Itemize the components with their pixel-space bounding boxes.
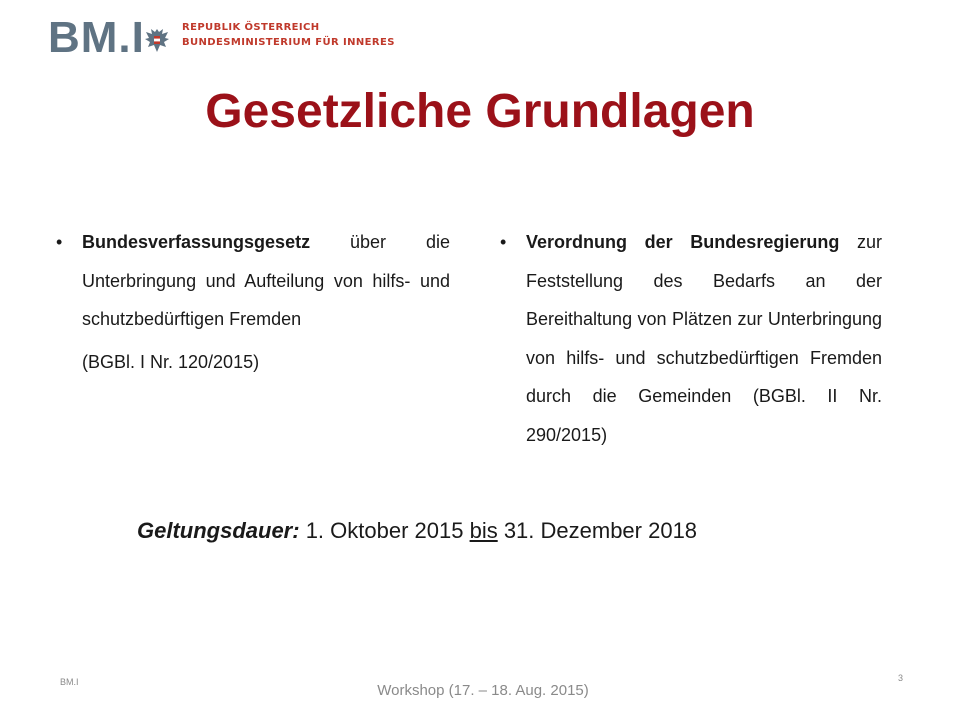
bullet-body: über die Unterbringung und Aufteilung von hilfs- und schutzbedürftigen Fremden <box>82 232 450 329</box>
bullet-citation: (BGBl. I Nr. 120/2015) <box>82 351 260 372</box>
slide-title: Gesetzliche Grundlagen <box>205 85 755 138</box>
bullet-text <box>526 223 882 454</box>
validity-label: Geltungsdauer: <box>137 518 300 543</box>
bullet-bold-lead: Bundesverfassungsgesetz <box>82 232 311 252</box>
ministry-name-line2: BUNDESMINISTERIUM FÜR INNERES <box>182 37 395 48</box>
page-number: 3 <box>898 673 904 683</box>
footer-event: Workshop (17. – 18. Aug. 2015) <box>377 682 589 699</box>
ministry-name <box>182 20 395 50</box>
bullet-marker: • <box>500 232 507 252</box>
logo-wordmark: BM.I <box>48 13 145 62</box>
ministry-name-line1: REPUBLIK ÖSTERREICH <box>182 22 320 33</box>
validity-period <box>137 513 857 549</box>
bullet-text <box>82 223 450 381</box>
bullet-marker: • <box>56 232 63 252</box>
eagle-crest-icon <box>145 26 169 54</box>
validity-end: 31. Dezember 2018 <box>497 518 698 543</box>
validity-start: 1. Oktober 2015 <box>299 518 470 543</box>
bullet-body: zur Feststellung des Bedarfs an der Bereithaltung von Plätzen zur Unterbringung von hilfs- und schutzbedürftigen Fremden durch die Gemeinden (BGBl. II Nr. 290/2015) <box>526 232 882 445</box>
bullet-bold-lead: Verordnung der Bundesregierung <box>526 232 840 252</box>
validity-connector: bis <box>469 518 498 543</box>
footer-logo-text: BM.I <box>60 677 79 687</box>
bullet-government-ordinance <box>500 223 882 454</box>
bullet-constitutional-law <box>56 223 450 381</box>
